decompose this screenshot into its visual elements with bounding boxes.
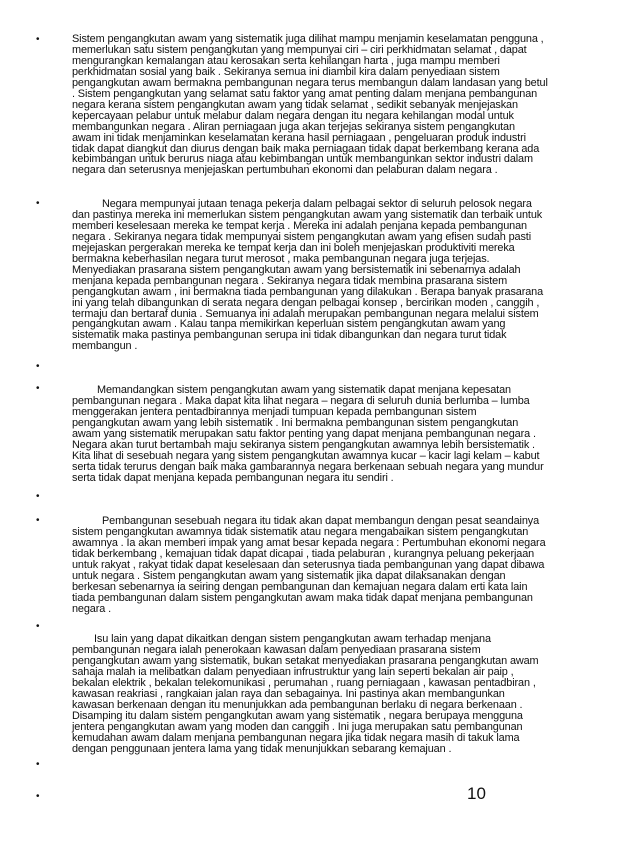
paragraph-line: pengangkutan awam . Kalau tanpa memikirkan keperluan sistem pengangkutan awam yang (72, 318, 506, 331)
paragraph-line: jentera pengangkutan awam yang moden dan canggih . Ini juga merupakan satu pembangunan (72, 720, 523, 733)
paragraph-line: dengan penggunaan jentera lama yang tidak menunjukkan sebarang kemajuan . (72, 742, 452, 755)
bullet-marker: • (36, 515, 40, 526)
paragraph-line: mejejaskan pergerakan mereka ke tempat kerja dan ini boleh menjejaskan produktiviti mereka (72, 241, 515, 254)
bullet-marker: • (36, 791, 40, 802)
paragraph-line-text: Pembangunan sesebuah negara itu tidak akan dapat membangun dengan pesat seandainya (102, 515, 540, 527)
paragraph-line: awam ini tidak menjaminkan keselamatan kerana hasil perniagaan , pengeluaran produk industri (72, 131, 526, 144)
bullet-marker: • (36, 361, 40, 372)
paragraph-line: menjana kepada pembangunan negara . Sekiranya negara tidak membina prasarana sistem (72, 274, 508, 287)
paragraph-2 (72, 199, 608, 352)
paragraph-1 (72, 34, 608, 176)
paragraph-line-text: Memandangkan sistem pengangkutan awam yang sistematik dapat menjana kepesatan (97, 384, 511, 396)
paragraph-line: serta tidak dapat menjana kepada pembangunan negara itu sendiri . (72, 471, 394, 484)
paragraph-line: tidak dapat diangkut dan diurus dengan baik maka perniagaan tidak dapat berkembang kerana ada (72, 142, 540, 155)
paragraph-line: perkhidmatan sosial yang baik . Sekiranya semua ini diambil kira dalam penyediaan sistem (72, 65, 500, 78)
paragraph-line: membangunkan negara . Aliran perniagaan juga akan terjejas sekiranya sistem pengangkutan (72, 120, 515, 133)
paragraph-line: kemudahan awam dalam menjana pembangunan negara jika tidak negara masih di takuk lama (72, 731, 520, 744)
paragraph-line: Disamping itu dalam sistem pengangkutan awam yang sistematik , negara berupaya mengguna (72, 709, 523, 722)
bullet-marker: • (36, 34, 40, 45)
paragraph-line: Sistem pengangkutan awam yang sistematik juga dilihat mampu menjamin keselamatan pengguna , (72, 33, 544, 45)
paragraph-line: pembangunan negara ialah penerokaan kawasan dalam penyediaan prasarana sistem (72, 643, 481, 656)
page-number: 10 (467, 784, 486, 803)
paragraph-line: bermakna keberhasilan negara turut merosot , maka pembangunan negara juga terjejas. (72, 252, 490, 265)
paragraph-line: Kita lihat di sesebuah negara yang sistem pengangkutan awamnya kucar – kacir lagi kelam – kabut (72, 449, 540, 462)
paragraph-line: sistematik maka pastinya pembangunan serupa ini tidak dibangunkan dan negara turut tidak (72, 329, 507, 342)
paragraph-line: untuk rakyat , rakyat tidak dapat keselesaan dan seterusnya tiada pembangunan yang dapat dibawa (72, 558, 545, 571)
paragraph-line: dan pastinya mereka ini memerlukan sistem pengangkutan awam yang sistematik dan terbaik untuk (72, 208, 543, 221)
paragraph-line: kawasan berkenaan dengan itu menunjukkan ada pembangunan berlaku di negara berkenaan . (72, 698, 523, 711)
paragraph-line: negara dan seterusnya menjejaskan pertumbuhan ekonomi dan pelaburan dalam negara . (72, 164, 498, 177)
paragraph-5 (72, 634, 608, 754)
paragraph-line: pengangkutan awam yang lebih sistematik . Ini bermakna pembangunan sistem pengangkutan (72, 416, 519, 429)
paragraph-line: sahaja malah ia melibatkan dalam penyediaan infrustruktur yang lain seperti bekalan air paip , (72, 665, 514, 678)
paragraph-line: kepercayaan pelabur untuk melabur dalam negara dengan itu negara kehilangan modal untuk (72, 109, 514, 122)
paragraph-line: pengangkutan awam bermakna pembangunan negara terus membangun dalam landasan yang betul (72, 76, 548, 89)
paragraph-3 (72, 385, 608, 484)
bullet-marker: • (36, 621, 40, 632)
paragraph-line: serta tidak terurus dengan baik maka gambarannya negara berkenaan sebuah negara yang mundur (72, 460, 544, 473)
paragraph-line: . Sistem pengangkutan yang selamat satu faktor yang amat penting dalam menjana pembangunan (72, 87, 538, 100)
paragraph-line-text: Isu lain yang dapat dikaitkan dengan sistem pengangkutan awam terhadap menjana (94, 633, 491, 645)
bullet-marker: • (36, 383, 40, 394)
paragraph-line-text: Negara mempunyai jutaan tenaga pekerja dalam pelbagai sektor di seluruh pelosok negara (102, 198, 532, 210)
paragraph-line: pembangunan negara . Maka dapat kita lihat negara – negara di seluruh dunia berlumba – lumba (72, 394, 530, 407)
paragraph-line: mengurangkan kemalangan atau kerosakan serta kehilangan harta , juga mampu memberi (72, 54, 500, 67)
paragraph-line: kawasan reakriasi , rangkaian jalan raya dan sebagainya. Ini pastinya akan membangunkan (72, 687, 505, 700)
paragraph-line: termaju dan bertaraf dunia . Semuanya ini adalah merupakan pembangunan negara melalui sistem (72, 307, 539, 320)
bullet-marker: • (36, 491, 40, 502)
paragraph-line: awamnya . Ia akan memberi impak yang amat besar kepada negara : Pertumbuhan ekonomi negara (72, 536, 546, 549)
paragraph-line: negara . (72, 602, 112, 615)
paragraph-line: memberi keselesaan mereka ke tempat kerja . Mereka ini adalah penjana kepada pembangunan (72, 219, 527, 232)
paragraph-4 (72, 516, 608, 615)
paragraph-line: berkesan sebenarnya ia seiring dengan pembangunan dan kemajuan negara dalam erti kata lain (72, 580, 528, 593)
paragraph-line: kebimbangan untuk berurus niaga atau kebimbangan untuk membangunkan sektor industri dalam (72, 153, 533, 166)
paragraph-line: Negara akan turut bertambah maju sekiranya sistem pengangkutan awamnya lebih bersistematik . (72, 438, 535, 451)
paragraph-line: sistem pengangkutan awamnya tidak sistematik atau negara mengabaikan sistem pengangkutan (72, 525, 529, 538)
paragraph-line: negara kerana sistem pengangkutan awam yang tidak selamat , sedikit sebanyak menjejaskan (72, 98, 518, 111)
paragraph-line: pengangkutan awam , ini bermakna tiada pembangunan yang dilakukan . Berapa banyak prasarana (72, 285, 544, 298)
bullet-marker: • (36, 198, 40, 209)
paragraph-line: bekalan elektrik , bekalan telekomunikasi , perumahan , ruang perniagaan , kawasan pentadbiran , (72, 676, 536, 689)
paragraph-line: negara . Sekiranya negara tidak mempunyai sistem pengangkutan awam yang efisen sudah pasti (72, 230, 531, 243)
paragraph-line: Menyediakan prasarana sistem pengangkutan awam yang bersistematik ini sebenarnya adalah (72, 263, 521, 276)
paragraph-line: tidak berkembang , kemajuan tidak dapat dicapai , tiada pelaburan , kurangnya peluang pekerjaan (72, 547, 535, 560)
bullet-marker: • (36, 759, 40, 770)
paragraph-line: memerlukan satu sistem pengangkutan yang mempunyai ciri – ciri perkhidmatan selamat , dapat (72, 43, 527, 56)
paragraph-line: membangun . (72, 340, 138, 353)
paragraph-line: menggerakan jentera pentadbirannya menjadi tumpuan kepada pembangunan sistem (72, 405, 477, 418)
paragraph-line: tiada pembangunan dalam sistem pengangkutan awam maka tidak dapat menjana pembangunan (72, 591, 533, 604)
paragraph-line: awam yang sistematik merupakan satu faktor penting yang dapat menjana pembangunan negara . (72, 427, 536, 440)
paragraph-line: untuk negara . Sistem pengangkutan awam yang sistematik jika dapat dilaksanakan dengan (72, 569, 506, 582)
paragraph-line: ini yang telah dibangunkan di serata negara dengan pelbagai konsep , bercirikan moden , canggih , (72, 296, 540, 309)
paragraph-line: pengangkutan awam yang sistematik, bukan setakat menyediakan prasarana pengangkutan awam (72, 654, 539, 667)
